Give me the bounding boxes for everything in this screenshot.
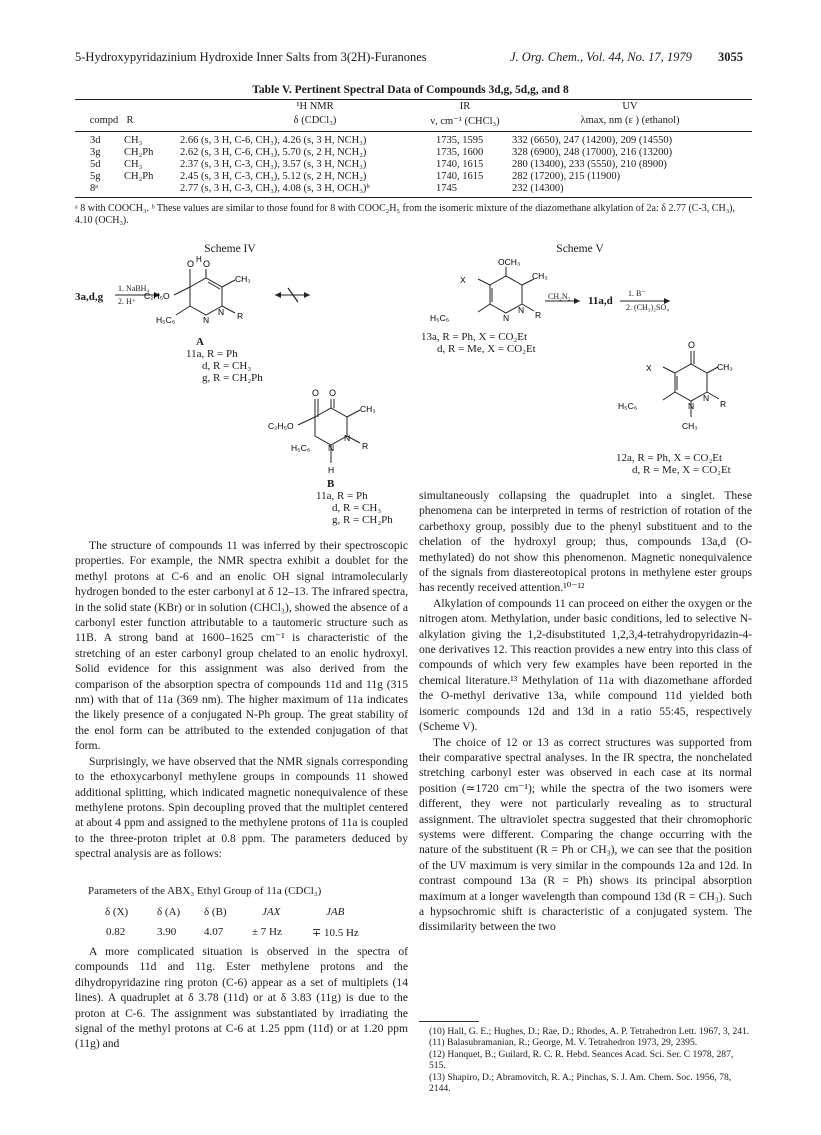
page-number: 3055 <box>718 50 743 64</box>
cell-r: CH₃ <box>124 135 143 146</box>
chem-h: H <box>328 465 335 475</box>
table-sub-nmr: δ (CDCl₃) <box>293 115 337 126</box>
scheme4-b-line: d, R = CH₃ <box>332 502 382 514</box>
chem-o: O <box>329 388 337 398</box>
chem-o: O <box>312 388 320 398</box>
cell-compd: 3d <box>90 135 101 146</box>
chem-ch3: CH₃ <box>532 271 548 281</box>
cell-nmr: 2.66 (s, 3 H, C-6, CH₃), 4.26 (s, 3 H, NCH₃) <box>180 135 367 146</box>
cell-compd: 5g <box>90 171 101 182</box>
running-title: 5-Hydroxypyridazinium Hydroxide Inner Salts from 3(2H)-Furanones <box>75 50 427 64</box>
paragraph: Surprisingly, we have observed that the NMR signals corresponding to the ethoxycarbonyl methylene groups in compounds 11 showed additional splitting, which indicated magnetic nonequivalence of these methylene protons. Spin decoupling proved that the multiplet centered at about 4 ppm and assigned to the methylene protons of 11a is coupled to the three-proton triplet at 0.8 ppm. The parameters deduced by spectral analysis are as follows: <box>75 754 408 861</box>
cell-nmr: 2.77 (s, 3 H, C-3, CH₃), 4.08 (s, 3 H, OCH₃)ᵇ <box>180 183 370 194</box>
cell-compd: 3g <box>90 147 101 158</box>
chem-r: R <box>535 310 542 320</box>
chem-methyl: CH₃ <box>235 274 251 284</box>
abx-head: JAB <box>326 906 345 918</box>
cell-ir: 1740, 1615 <box>436 171 484 182</box>
chem-n: N <box>344 433 351 443</box>
chem-r: R <box>362 441 369 451</box>
chem-phenyl: H₅C₆ <box>430 313 450 323</box>
cell-uv: 232 (14300) <box>512 183 564 194</box>
scheme5-12-line: 12a, R = Ph, X = CO₂Et <box>616 452 723 464</box>
chem-ester: C₂H₅O <box>268 421 294 431</box>
scheme4-b-line: g, R = CH₂Ph <box>332 514 393 526</box>
chem-o: O <box>203 259 211 269</box>
chem-och3: OCH₃ <box>498 257 521 267</box>
scheme5-reagent2-bottom: 2. (CH₃)₂SO₄ <box>626 303 670 312</box>
cell-nmr: 2.45 (s, 3 H, C-3, CH₃), 5.12 (s, 2 H, NCH₂) <box>180 171 367 182</box>
scheme4-reagent-top: 1. NaBH₄ <box>118 284 150 293</box>
footnote-rule <box>419 1021 479 1022</box>
abx-value: ∓ 10.5 Hz <box>312 927 359 939</box>
cell-r: CH₃ <box>124 159 143 170</box>
table-group-ir: IR <box>459 101 471 112</box>
scheme5-reagent2-top: 1. B⁻ <box>628 289 646 298</box>
abx-head: δ (X) <box>105 906 129 918</box>
chem-methyl: CH₃ <box>360 404 376 414</box>
chem-n: N <box>218 307 225 317</box>
chem-x: X <box>646 363 652 373</box>
left-column-cont <box>75 944 408 1052</box>
cell-uv: 332 (6650), 247 (14200), 209 (14550) <box>512 135 673 146</box>
cell-r: CH₂Ph <box>124 147 154 158</box>
journal-citation: J. Org. Chem., Vol. 44, No. 17, 1979 <box>510 50 692 64</box>
table-sub-uv: λmax, nm (ε ) (ethanol) <box>580 115 680 126</box>
chem-phenyl: H₅C₆ <box>291 443 311 453</box>
chem-phenyl: H₅C₆ <box>156 315 176 325</box>
chem-o: O <box>187 259 195 269</box>
chem-o: O <box>688 340 696 350</box>
table-head-rule <box>75 131 752 132</box>
chem-r: R <box>237 311 244 321</box>
abx-value: ± 7 Hz <box>252 926 282 938</box>
table-sub-ir: ν, cm⁻¹ (CHCl₃) <box>430 116 500 127</box>
scheme4-label-a: A <box>196 336 204 348</box>
scheme5-intermediate: 11a,d <box>588 295 613 307</box>
cell-ir: 1740, 1615 <box>436 159 484 170</box>
cell-nmr: 2.62 (s, 3 H, C-6, CH₃), 5.70 (s, 2 H, NCH₂) <box>180 147 367 158</box>
paragraph: The choice of 12 or 13 as correct structures was supported from their comparative spectral analyses. In the IR spectra, the nonchelated stretching carbonyl ester was observed in each case at its normal position (≃1720 cm⁻¹); while the spectra of the two isomers were different, they were not particularly revealing as to structural assignment. The ultraviolet spectra suggested that their chromophoric systems were different. Comparing the change occurring with the nature of the substituent (R = Ph or CH₃), we can see that the position of the UV maximum is very similar in the compounds 12a and 12d. In contrast compound 13a (R = Ph) shows its principal absorption maximum at a longer wavelength than compound 13d (R = CH₃). Such a hypsochromic shift is characteristic of a conjugated system. The dissimilarity between the two <box>419 735 752 934</box>
scheme5-12-line: d, R = Me, X = CO₂Et <box>632 464 731 476</box>
cell-ir: 1735, 1600 <box>436 147 484 158</box>
scheme4-a-line: g, R = CH₂Ph <box>202 372 263 384</box>
abx-value: 4.07 <box>204 926 224 938</box>
cell-ir: 1745 <box>436 183 457 194</box>
scheme5-reagent1: CH₂N₂ <box>548 292 571 301</box>
chem-ester: C₂H₅O <box>144 291 170 301</box>
chem-x: X <box>460 275 466 285</box>
cell-r: CH₂Ph <box>124 171 154 182</box>
cell-compd: 5d <box>90 159 101 170</box>
chem-n: N <box>203 315 210 325</box>
abx-title: Parameters of the ABX₃ Ethyl Group of 11a (CDCl₃) <box>88 885 322 897</box>
chem-n: N <box>688 401 695 411</box>
scheme5-title: Scheme V <box>556 243 604 255</box>
scheme4-a-line: 11a, R = Ph <box>186 348 238 360</box>
scheme5-structures <box>420 255 755 455</box>
paragraph: simultaneously collapsing the quadruplet into a singlet. These phenomena can be interpreted in terms of restriction of rotation of the carbethoxy group, possibly due to the phenyl substituent and to the chelation of the hydroxyl group; thus, compounds 13a,d (O-methylated) do not show this phenomenon. Magnetic nonequivalence of the signals from diastereotopical protons in methylene ester groups has recently received attention.¹⁰⁻¹² <box>419 489 752 595</box>
cell-nmr: 2.37 (s, 3 H, C-3, CH₃), 3.57 (s, 3 H, NCH₃) <box>180 159 367 170</box>
abx-value: 0.82 <box>106 926 126 938</box>
chem-n: N <box>503 313 510 323</box>
table-group-uv: UV <box>622 101 638 112</box>
paragraph: The structure of compounds 11 was inferred by their spectroscopic properties. For example, the NMR spectra exhibit a doublet for the methyl protons at C-6 and an enolic OH signal intramolecularly hydrogen bonded to the ester carbonyl at δ 12–13. The infrared spectra, in the solid state (KBr) or in solution (CHCl₃), showed the absence of a carbonyl ester function attributable to a tautomeric structure such as 11B. A strong band at 1600–1625 cm⁻¹ is characteristic of the stretching of an ester carbonyl group chelated to an enolic hydroxyl. Solid evidence for this assignment was also derived from the comparison of the absorption spectra of compounds 11d and 11g (315 nm) with that of 11a (369 nm). The higher maximum of 11a indicates the likely presence of a conjugated N-Ph group. The great stability of the enol form can be attributed to the extended conjugation of that form. <box>75 539 408 753</box>
table-head-r: R <box>126 115 134 126</box>
cell-uv: 282 (17200), 215 (11900) <box>512 171 621 182</box>
cell-ir: 1735, 1595 <box>436 135 484 146</box>
scheme4-label-b: B <box>327 478 335 490</box>
chem-h: H <box>196 255 202 264</box>
table-group-nmr: ¹H NMR <box>296 101 334 112</box>
reference: (12) Hanquet, B.; Guilard, R. C. R. Hebd. Seances Acad. Sci. Ser. C 1978, 287, 515. <box>429 1048 734 1072</box>
table-head-compd: compd <box>89 115 119 126</box>
table-top-rule <box>75 99 752 100</box>
scheme4-reactant: 3a,d,g <box>75 291 104 303</box>
scheme4-a-line: d, R = CH₃ <box>202 360 252 372</box>
left-column <box>75 538 408 862</box>
paragraph: Alkylation of compounds 11 can proceed on either the oxygen or the nitrogen atom. Methylation, under basic conditions, led to selective N-alkylation giving the 1,2-disubstituted 1,2,3,4-tetrahydropyridazin-4-one derivatives 12. This reaction provides a new entry into this class of compounds of which very few examples have been reported in the chemical literature.¹³ Methylation of 11a with diazomethane afforded the O-methyl derivative 13a, while compound 11d yielded both isomeric compounds 12d and 13d in a ratio 55:45, respectively (Scheme V). <box>419 596 752 734</box>
table-title: Table V. Pertinent Spectral Data of Compounds 3d,g, 5d,g, and 8 <box>252 84 569 96</box>
table-bottom-rule <box>75 197 752 198</box>
scheme4-b-line: 11a, R = Ph <box>316 490 368 502</box>
paragraph: A more complicated situation is observed in the spectra of compounds 11d and 11g. Ester methylene protons and the dihydropyridazine ring proton (C-6) appear as a set of multiplets (14 lines). A quadruplet at δ 3.78 (11d) or at δ 3.83 (11g) is due to the proton at C-6. The assignment was substantiated by irradiating the signal of the methyl protons at C-6 at 1.25 ppm (11d) or at 1.20 ppm (11g) and <box>75 945 408 1051</box>
abx-head: δ (B) <box>204 906 227 918</box>
chem-n: N <box>703 393 710 403</box>
abx-head: JAX <box>262 906 281 918</box>
right-column <box>419 488 752 935</box>
abx-value: 3.90 <box>157 926 177 938</box>
abx-head: δ (A) <box>157 906 181 918</box>
scheme5-13-line: d, R = Me, X = CO₂Et <box>437 343 536 355</box>
scheme5-13-line: 13a, R = Ph, X = CO₂Et <box>421 331 528 343</box>
cell-compd: 8ᵃ <box>90 183 99 194</box>
scheme4-title: Scheme IV <box>204 243 256 255</box>
chem-ch3: CH₃ <box>717 362 733 372</box>
references <box>419 1026 752 1094</box>
reference: (13) Shapiro, D.; Abramovitch, R. A.; Pinchas, S. J. Am. Chem. Soc. 1956, 78, 2144. <box>429 1071 732 1095</box>
reference: (10) Hall, G. E.; Hughes, D.; Rae, D.; Rhodes, A. P. Tetrahedron Lett. 1967, 3, 241. <box>429 1026 750 1037</box>
chem-ch3: CH₃ <box>682 421 698 431</box>
chem-n: N <box>328 443 335 453</box>
chem-phenyl: H₅C₆ <box>618 401 638 411</box>
scheme4-reagent-bottom: 2. H⁺ <box>118 297 136 306</box>
chem-r: R <box>720 399 727 409</box>
cell-uv: 328 (6900), 248 (17000), 216 (13200) <box>512 147 673 158</box>
reference: (11) Balasubramanian, R.; George, M. V. Tetrahedron 1973, 29, 2395. <box>429 1037 698 1049</box>
cell-uv: 280 (13400), 233 (5550), 210 (8900) <box>512 159 667 170</box>
table-footnote: ᵃ 8 with COOCH₃. ᵇ These values are similar to those found for 8 with COOC₂H₅ from the isomeric mixture of the diazomethane alkylation of 2a: δ 2.77 (C-3, CH₃), 4.10 (OCH₃). <box>75 203 736 226</box>
chem-n: N <box>518 305 525 315</box>
